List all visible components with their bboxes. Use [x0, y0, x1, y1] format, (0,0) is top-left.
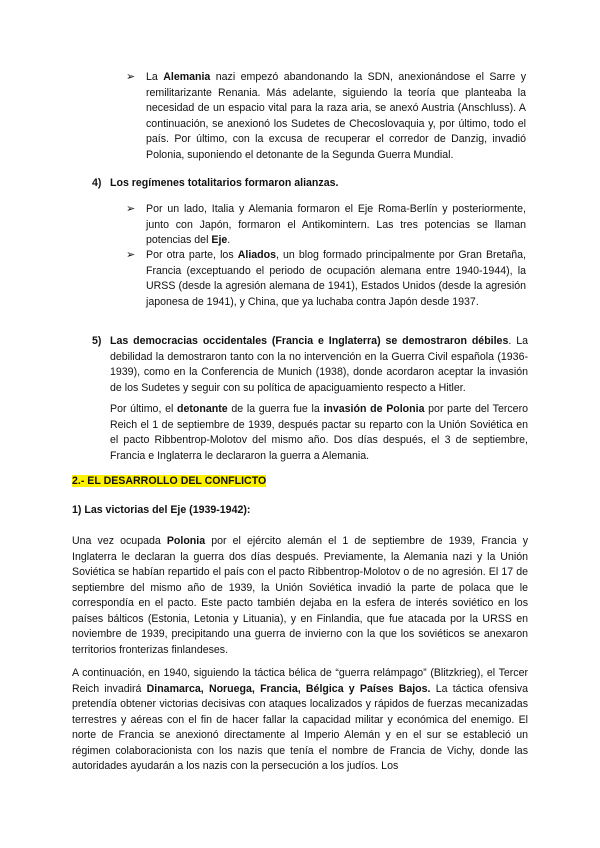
- paragraph-eje: Por un lado, Italia y Alemania formaron el Eje Roma-Berlín y posteriormente, junto con Japón, formaron el Antikomintern. Las tres potencias se llaman potencias del Eje.: [146, 203, 526, 246]
- paragraph-blitzkrieg: A continuación, en 1940, siguiendo la táctica bélica de “guerra relámpago” (Blitzkrieg), el Tercer Reich invadirá Dinamarca, Noruega, Francia, Bélgica y Países Bajos. La táctica ofensiva pretendía obtener victorias decisivas con ataques localizados y rápidos de fuerzas mecanizadas terrestres y aéreas con el fin de hacer fallar la capacidad militar y económica del enemigo. El norte de Francia se anexionó directamente al Imperio Alemán y en el sur se estableció un régimen colaboracionista con los nazis que tenía el nombre de Francia de Vichy, donde las autoridades ayudarán a los nazis con la persecución a los judíos. Los: [72, 667, 528, 772]
- chapter-title: 2.- EL DESARROLLO DEL CONFLICTO: [72, 475, 267, 487]
- section5-heading-and-text: Las democracias occidentales (Francia e Inglaterra) se demostraron débiles. La debilidad la demostraron tanto con la no intervención en la Guerra Civil española (1936-1939), como en la Conferencia de Munich (1938), donde acordaron aceptar la invasión de los Sudetes y seguir con su política de apaciguamiento respecto a Hitler.: [110, 335, 528, 394]
- section-number: 4): [92, 177, 102, 189]
- paragraph-detonante: Por último, el detonante de la guerra fue la invasión de Polonia por parte del Tercero Reich el 1 de septiembre de 1939, después pactar su reparto con la Unión Soviética en el pacto Ribbentrop-Molotov del mismo año. Dos días después, el 3 de septiembre, Francia e Inglaterra le declararon la guerra a Alemania.: [110, 403, 528, 462]
- paragraph-polonia: Una vez ocupada Polonia por el ejército alemán el 1 de septiembre de 1939, Francia y Inglaterra le declaran la guerra dos días después. Previamente, la Alemania nazi y la Unión Soviética se habían repartido el país con el pacto Ribbentrop-Molotov o de no agresión. El 17 de septiembre del mismo año de 1939, la Unión Soviética invadió la parte de polaca que le correspondía en el pacto. Este pacto también dejaba en la esfera de interés soviético en los países bálticos (Estonia, Letonia y Lituania), y en Finlandia, que fue atacada por la URSS en noviembre de 1939, precipitando una guerra de invierno con la que los soviéticos se anexaron territorios fronterizas finlandeses.: [72, 535, 528, 656]
- bullet-arrow-icon: ➢: [126, 249, 136, 261]
- bullet-arrow-icon: ➢: [126, 203, 136, 215]
- paragraph-aliados: Por otra parte, los Aliados, un blog formado principalmente por Gran Bretaña, Francia (exceptuando el periodo de ocupación alemana entre 1940-1944), la URSS (desde la agresión alemana de 1941), Estados Unidos (desde la agresión japonesa de 1941), y China, que ya luchaba contra Japón desde 1937.: [146, 249, 526, 308]
- paragraph-alemania: La Alemania nazi empezó abandonando la SDN, anexionándose el Sarre y remilitarizante Renania. Más adelante, siguiendo la teoría que planteaba la necesidad de un espacio vital para la raza aria, se anexó Austria (Anschluss). A continuación, se anexionó los Sudetes de Checoslovaquia y, por último, todo el país. Por último, con la excusa de recuperar el corredor de Danzig, invadió Polonia, suponiendo el detonante de la Segunda Guerra Mundial.: [146, 71, 526, 161]
- bullet-arrow-icon: ➢: [126, 71, 136, 83]
- section-number: 5): [92, 335, 102, 347]
- section-heading: Los regímenes totalitarios formaron alianzas.: [110, 177, 339, 189]
- subsection-title: 1) Las victorias del Eje (1939-1942):: [72, 504, 251, 516]
